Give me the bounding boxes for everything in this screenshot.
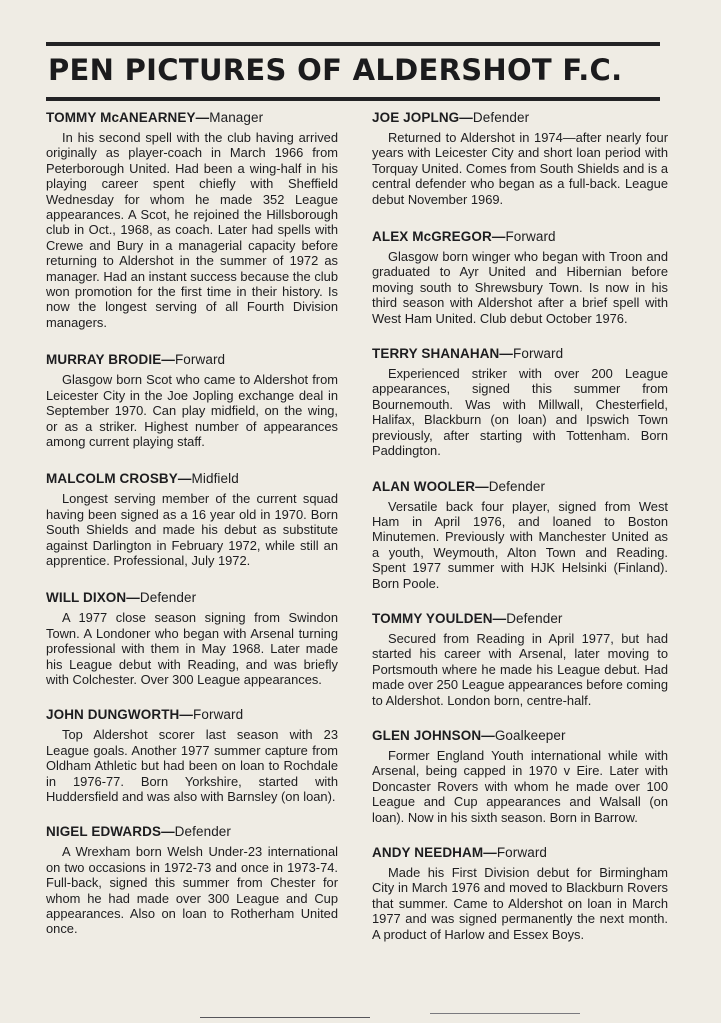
player-name: ANDY NEEDHAM <box>372 845 484 860</box>
player-bio: Made his First Division debut for Birmingham City in March 1976 and moved to Blackburn Rovers that summer. Came to Aldershot on loan in March 1977 and was signed permanently the next month. A product of Harlow and Essex Boys. <box>372 865 668 942</box>
player-role: Forward <box>193 707 244 723</box>
player-name: TOMMY McANEARNEY <box>46 110 196 125</box>
player-entry <box>46 471 338 568</box>
player-name: ALAN WOOLER <box>372 478 476 494</box>
heading-dash: — <box>161 824 175 840</box>
player-bio: Glasgow born winger who began with Troon and graduated to Ayr United and Hibernian before moving south to Shrewsbury Town. Is now in his third season with Aldershot after a brief spell with West Ham United. Club debut October 1976. <box>372 249 668 326</box>
player-name: MURRAY BRODIE <box>46 352 162 368</box>
player-bio: Experienced striker with over 200 League appearances, signed this summer from Bournemouth. Was with Millwall, Chesterfield, Halifax, Blackburn (on loan) and Ipswich Town previously, after starting with Tottenham. Born Paddington. <box>372 366 668 459</box>
player-role: Forward <box>505 229 556 245</box>
player-entry <box>46 110 338 330</box>
player-heading <box>46 352 338 367</box>
player-entry <box>372 229 668 326</box>
player-entry <box>372 479 668 591</box>
player-role: Forward <box>496 845 548 860</box>
player-entry <box>46 707 338 804</box>
title-rule-bottom <box>46 97 660 101</box>
player-bio: Glasgow born Scot who came to Aldershot from Leicester City in the Joe Jopling exchange deal in September 1970. Can play midfield, on the wing, or as a striker. Highest number of appearances among current playing staff. <box>46 372 338 449</box>
heading-dash: — <box>179 707 194 723</box>
page-title: PEN PICTURES OF ALDERSHOT F.C. <box>48 53 623 87</box>
bottom-mark <box>200 1017 370 1018</box>
player-heading <box>46 471 338 486</box>
player-name: ALEX McGREGOR <box>372 229 492 245</box>
player-entry <box>372 728 668 825</box>
player-name: MALCOLM CROSBY <box>46 471 178 487</box>
heading-dash: — <box>161 352 175 368</box>
player-bio: Top Aldershot scorer last season with 23 League goals. Another 1977 summer capture from Oldham Athletic but had been on loan to Rochdale in 1976-77. Born Yorkshire, started with Huddersfield and was also with Barnsley (on loan). <box>46 727 338 804</box>
player-heading <box>372 845 668 860</box>
player-bio: Longest serving member of the current squad having been signed as a 16 year old in 1970. Born South Shields and made his debut as substitute against Darlington in February 1972, while still an apprentice. Professional, July 1972. <box>46 491 338 568</box>
player-name: NIGEL EDWARDS <box>46 824 162 840</box>
right-column <box>372 110 668 942</box>
player-role: Defender <box>506 610 563 626</box>
heading-dash: — <box>492 610 507 626</box>
title-rule-top <box>46 42 660 46</box>
heading-dash: — <box>481 727 495 743</box>
player-bio: In his second spell with the club having arrived originally as player-coach in March 1966 from Peterborough United. Had been a wing-half in his playing career spent chiefly with Sheffield Wednesday for whom he made 352 League appearances. A Scot, he rejoined the Hillsborough club in Oct., 1968, as coach. Later had spells with Crewe and Bury in a managerial capacity before returning to Aldershot in the summer of 1972 as manager. Had an instant success because the club won promotion for the first time in their history. Is now the longest serving of all Fourth Division managers. <box>46 130 338 330</box>
heading-dash: — <box>195 110 210 125</box>
player-entry <box>372 611 668 708</box>
left-column <box>46 110 338 937</box>
player-heading <box>372 728 668 743</box>
player-role: Forward <box>513 346 564 362</box>
player-heading <box>46 110 338 125</box>
player-role: Manager <box>209 110 264 125</box>
heading-dash: — <box>177 471 192 487</box>
player-role: Defender <box>472 110 530 125</box>
player-name: WILL DIXON <box>46 590 127 606</box>
player-name: JOE JOPLNG <box>372 110 460 125</box>
heading-dash: — <box>126 590 140 606</box>
player-entry <box>372 346 668 458</box>
player-entry <box>46 352 338 449</box>
player-heading <box>46 707 338 722</box>
heading-dash: — <box>475 478 489 494</box>
player-heading <box>46 824 338 839</box>
player-bio: Returned to Aldershot in 1974—after nearly four years with Leicester City and short loan period with Torquay United. Comes from South Shields and is a central defender who began as a full-back. League debut November 1969. <box>372 130 668 207</box>
player-role: Midfield <box>191 471 239 487</box>
player-role: Defender <box>139 590 197 606</box>
player-bio: Secured from Reading in April 1977, but had started his career with Arsenal, later moving to Portsmouth where he made his League debut. Had made over 250 League appearances before coming to Aldershot. London born, centre-half. <box>372 630 668 708</box>
bottom-mark <box>430 1013 580 1014</box>
player-entry <box>46 590 338 687</box>
player-bio: A 1977 close season signing from Swindon Town. A Londoner who began with Arsenal turning professional with them in May 1968. Later made his League debut with Reading, and was briefly with Colchester. Over 300 League appearances. <box>46 610 338 687</box>
player-role: Forward <box>174 352 226 368</box>
player-role: Defender <box>174 824 232 840</box>
player-entry <box>372 110 668 207</box>
player-entry <box>372 845 668 942</box>
heading-dash: — <box>459 110 473 125</box>
heading-dash: — <box>491 229 506 245</box>
player-heading <box>372 346 668 361</box>
player-bio: Versatile back four player, signed from West Ham in April 1976, and loaned to Boston Minutemen. Previously with Manchester United as a youth, Weymouth, Alton Town and Reading. Spent 1977 summer with HJK Helsinki (Finland). Born Poole. <box>372 498 668 591</box>
player-heading <box>372 479 668 494</box>
player-name: TOMMY YOULDEN <box>372 610 493 626</box>
player-heading <box>372 110 668 125</box>
player-heading <box>46 590 338 605</box>
player-entry <box>46 824 338 936</box>
player-role: Goalkeeper <box>494 727 566 743</box>
player-bio: Former England Youth international while with Arsenal, being capped in 1970 v Eire. Later with Doncaster Rovers with whom he made over 100 League and Cup appearances and Walsall (on loan). Now in his sixth season. Born in Barrow. <box>372 747 668 825</box>
player-heading <box>372 229 668 244</box>
player-role: Defender <box>488 478 546 494</box>
heading-dash: — <box>483 845 497 860</box>
player-name: TERRY SHANAHAN <box>372 346 500 362</box>
player-bio: A Wrexham born Welsh Under-23 international on two occasions in 1972-73 and once in 1973-74. Full-back, signed this summer from Chester for whom he had made over 300 League and Cup appearances. Also on loan to Rotherham United once. <box>46 844 338 937</box>
player-heading <box>372 611 668 626</box>
player-name: JOHN DUNGWORTH <box>46 707 180 723</box>
heading-dash: — <box>499 346 514 362</box>
player-name: GLEN JOHNSON <box>372 727 482 743</box>
